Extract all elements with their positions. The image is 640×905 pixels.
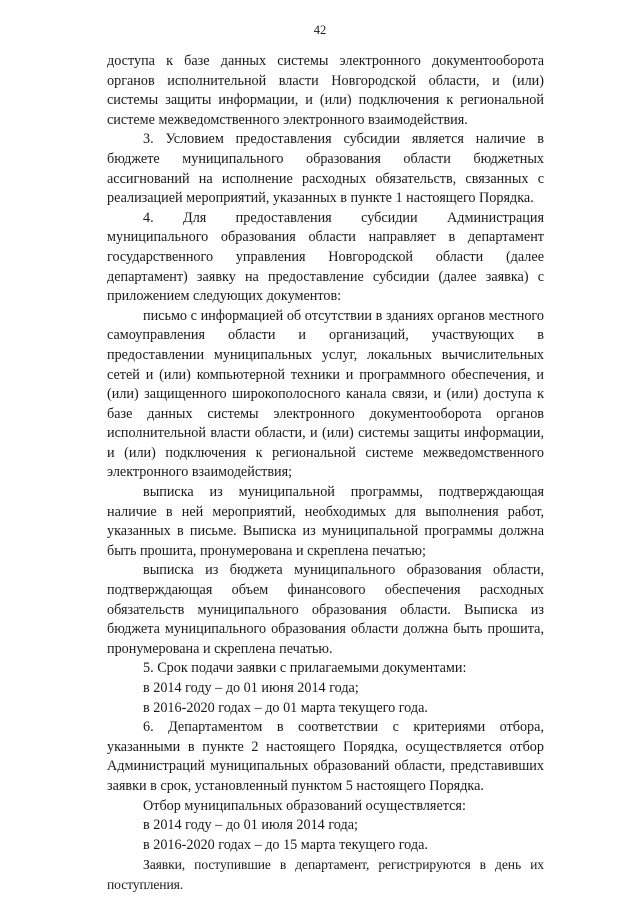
registration-note: Заявки, поступившие в департамент, регистрируются в день их поступления. xyxy=(107,857,544,892)
paragraph-3-condition: 3. Условием предоставления субсидии является наличие в бюджете муниципального образования области бюджетных ассигнований на исполнение расходных обязательств, связанных с реализацией мероприятий, указанных в пункте 1 настоящего Порядка. xyxy=(107,131,544,207)
page-number: 42 xyxy=(313,23,327,37)
paragraph-access-continuation: доступа к базе данных системы электронного документооборота органов исполнительной власти Новгородской области, и (или) системы защиты информации, и (или) подключения к региональной системе межведомственного электронного взаимодействия. xyxy=(107,53,544,128)
selection-2014: в 2014 году – до 01 июля 2014 года; xyxy=(143,817,358,834)
paragraph-6-selection: 6. Департаментом в соответствии с критериями отбора, указанными в пункте 2 настоящего Порядка, осуществляется отбор Администраций муниципальных образований области, представивших заявки в срок, установленный пунктом 5 настоящего Порядка. xyxy=(107,719,544,794)
deadline-2016-2020: в 2016-2020 годах – до 01 марта текущего года. xyxy=(143,699,428,716)
list-item-program-extract: выписка из муниципальной программы, подтверждающая наличие в ней мероприятий, необходимых для выполнения работ, указанных в письме. Выписка из муниципальной программы должна быть прошита, пронумерована и скреплена печатью; xyxy=(107,484,544,559)
selection-2016-2020: в 2016-2020 годах – до 15 марта текущего года. xyxy=(143,836,428,853)
document-body xyxy=(107,52,544,895)
selection-intro: Отбор муниципальных образований осуществляется: xyxy=(143,797,466,814)
paragraph-4-application: 4. Для предоставления субсидии Администрация муниципального образования области направляет в департамент государственного управления Новгородской области (далее департамент) заявку на предоставление субсидии (далее заявка) с приложением следующих документов: xyxy=(107,209,544,305)
deadline-2014: в 2014 году – до 01 июня 2014 года; xyxy=(143,680,359,696)
paragraph-5-deadline: 5. Срок подачи заявки с прилагаемыми документами: xyxy=(143,660,467,677)
list-item-letter: письмо с информацией об отсутствии в зданиях органов местного самоуправления области и организаций, участвующих в предоставлении муниципальных услуг, локальных вычислительных сетей и (или) компьютерной техники и программного обеспечения, и (или) защищенного широкополосного канала связи, и (или) доступа к базе данных системы электронного документооборота органов исполнительной власти области, и (или) системы защиты информации, и (или) подключения к региональной системе межведомственного электронного взаимодействия; xyxy=(107,307,544,481)
list-item-budget-extract: выписка из бюджета муниципального образования области, подтверждающая объем финансового обеспечения расходных обязательств муниципального образования области. Выписка из бюджета муниципального образования области должна быть прошита, пронумерована и скреплена печатью. xyxy=(107,562,544,657)
